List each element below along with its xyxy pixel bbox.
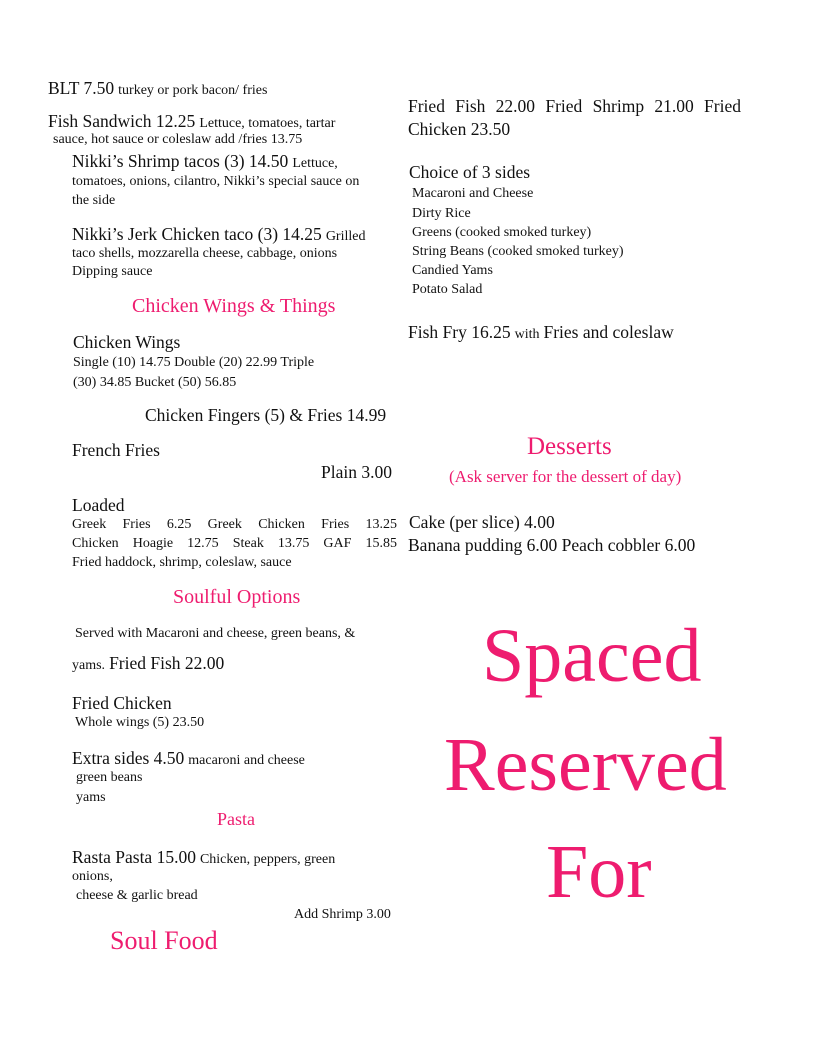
side-item: Macaroni and Cheese	[412, 186, 534, 201]
item-name: Extra sides 4.50	[72, 748, 185, 768]
menu-item-jerk-tacos	[72, 224, 365, 245]
item-name: BLT 7.50	[48, 78, 115, 98]
item-desc-cont: tomatoes, onions, cilantro, Nikki’s special sauce on	[72, 174, 360, 189]
item-desc-cont: onions,	[72, 869, 113, 884]
menu-item-desserts-combo: Banana pudding 6.00 Peach cobbler 6.00	[408, 535, 696, 555]
section-heading-pasta: Pasta	[217, 809, 255, 829]
item-desc-cont: cheese & garlic bread	[76, 888, 198, 903]
item-desc: Lettuce,	[292, 156, 338, 171]
menu-item-blt	[48, 78, 267, 99]
sides-heading: Choice of 3 sides	[409, 162, 531, 182]
section-heading-soul-food: Soul Food	[110, 926, 218, 955]
item-desc-cont: the side	[72, 193, 116, 208]
item-desc: Fries and coleslaw	[543, 322, 674, 342]
item-desc: Fried haddock, shrimp, coleslaw, sauce	[72, 555, 292, 570]
soulful-desc-cont: yams.	[72, 658, 106, 673]
item-name: Nikki’s Shrimp tacos (3) 14.50	[72, 151, 289, 171]
item-name: Nikki’s Jerk Chicken taco (3) 14.25	[72, 224, 322, 244]
item-desc: (30) 34.85 Bucket (50) 56.85	[73, 375, 237, 390]
section-heading-soulful: Soulful Options	[173, 586, 301, 608]
menu-item-fish-sandwich	[48, 111, 335, 132]
item-desc: Chicken, peppers, green	[199, 852, 336, 867]
reserved-text-line3: For	[546, 830, 652, 914]
menu-item-cake: Cake (per slice) 4.00	[409, 512, 555, 532]
item-name: Rasta Pasta 15.00	[72, 847, 196, 867]
item-name: Fish Sandwich 12.25	[48, 111, 196, 131]
item-name: Fish Fry 16.25	[408, 322, 511, 342]
side-item: String Beans (cooked smoked turkey)	[412, 244, 624, 259]
section-heading-chicken-wings: Chicken Wings & Things	[132, 295, 336, 317]
fried-combo-line2: Chicken 23.50	[408, 119, 511, 139]
menu-item-chicken-fingers: Chicken Fingers (5) & Fries 14.99	[145, 405, 387, 425]
side-item: Candied Yams	[412, 263, 493, 278]
menu-item-extra-sides	[72, 748, 305, 769]
fried-combo-line1: Fried Fish 22.00 Fried Shrimp 21.00 Fried	[408, 96, 741, 116]
item-price-plain: Plain 3.00	[321, 462, 392, 482]
side-item: Greens (cooked smoked turkey)	[412, 225, 592, 240]
item-desc: turkey or pork bacon/ fries	[118, 83, 268, 98]
reserved-text-line1: Spaced	[482, 614, 702, 698]
side-item: Potato Salad	[412, 282, 483, 297]
item-desc-cont: yams	[76, 790, 106, 805]
item-addon: Add Shrimp 3.00	[294, 907, 391, 922]
item-desc: Greek Fries 6.25 Greek Chicken Fries 13.25	[72, 517, 397, 532]
reserved-text-line2: Reserved	[444, 723, 727, 807]
item-desc-cont: Dipping sauce	[72, 264, 153, 279]
menu-item-rasta-pasta	[72, 847, 335, 868]
menu-item-chicken-wings: Chicken Wings	[73, 332, 181, 352]
menu-item-fish-fry	[408, 322, 674, 343]
item-name: Fried Fish 22.00	[109, 653, 225, 673]
side-item: Dirty Rice	[412, 206, 471, 221]
item-desc: macaroni and cheese	[188, 753, 305, 768]
item-desc-cont: green beans	[76, 770, 143, 785]
soulful-desc: Served with Macaroni and cheese, green beans, &	[75, 626, 356, 641]
item-desc: Single (10) 14.75 Double (20) 22.99 Triple	[73, 355, 315, 370]
item-desc: Whole wings (5) 23.50	[75, 715, 205, 730]
item-desc: Grilled	[325, 229, 366, 244]
item-desc-cont: sauce, hot sauce or coleslaw add /fries 13.75	[53, 132, 303, 147]
section-heading-desserts: Desserts	[527, 433, 612, 460]
menu-item-french-fries: French Fries	[72, 440, 160, 460]
item-desc: Lettuce, tomatoes, tartar	[199, 116, 336, 131]
item-with: with	[514, 327, 540, 342]
menu-item-loaded: Loaded	[72, 495, 125, 515]
menu-item-shrimp-tacos	[72, 151, 338, 172]
item-desc-cont: taco shells, mozzarella cheese, cabbage, onions	[72, 246, 338, 261]
desserts-note: (Ask server for the dessert of day)	[449, 467, 682, 486]
soulful-fried-fish	[72, 653, 224, 674]
item-desc: Chicken Hoagie 12.75 Steak 13.75 GAF 15.85	[72, 536, 397, 551]
menu-item-fried-chicken: Fried Chicken	[72, 693, 172, 713]
